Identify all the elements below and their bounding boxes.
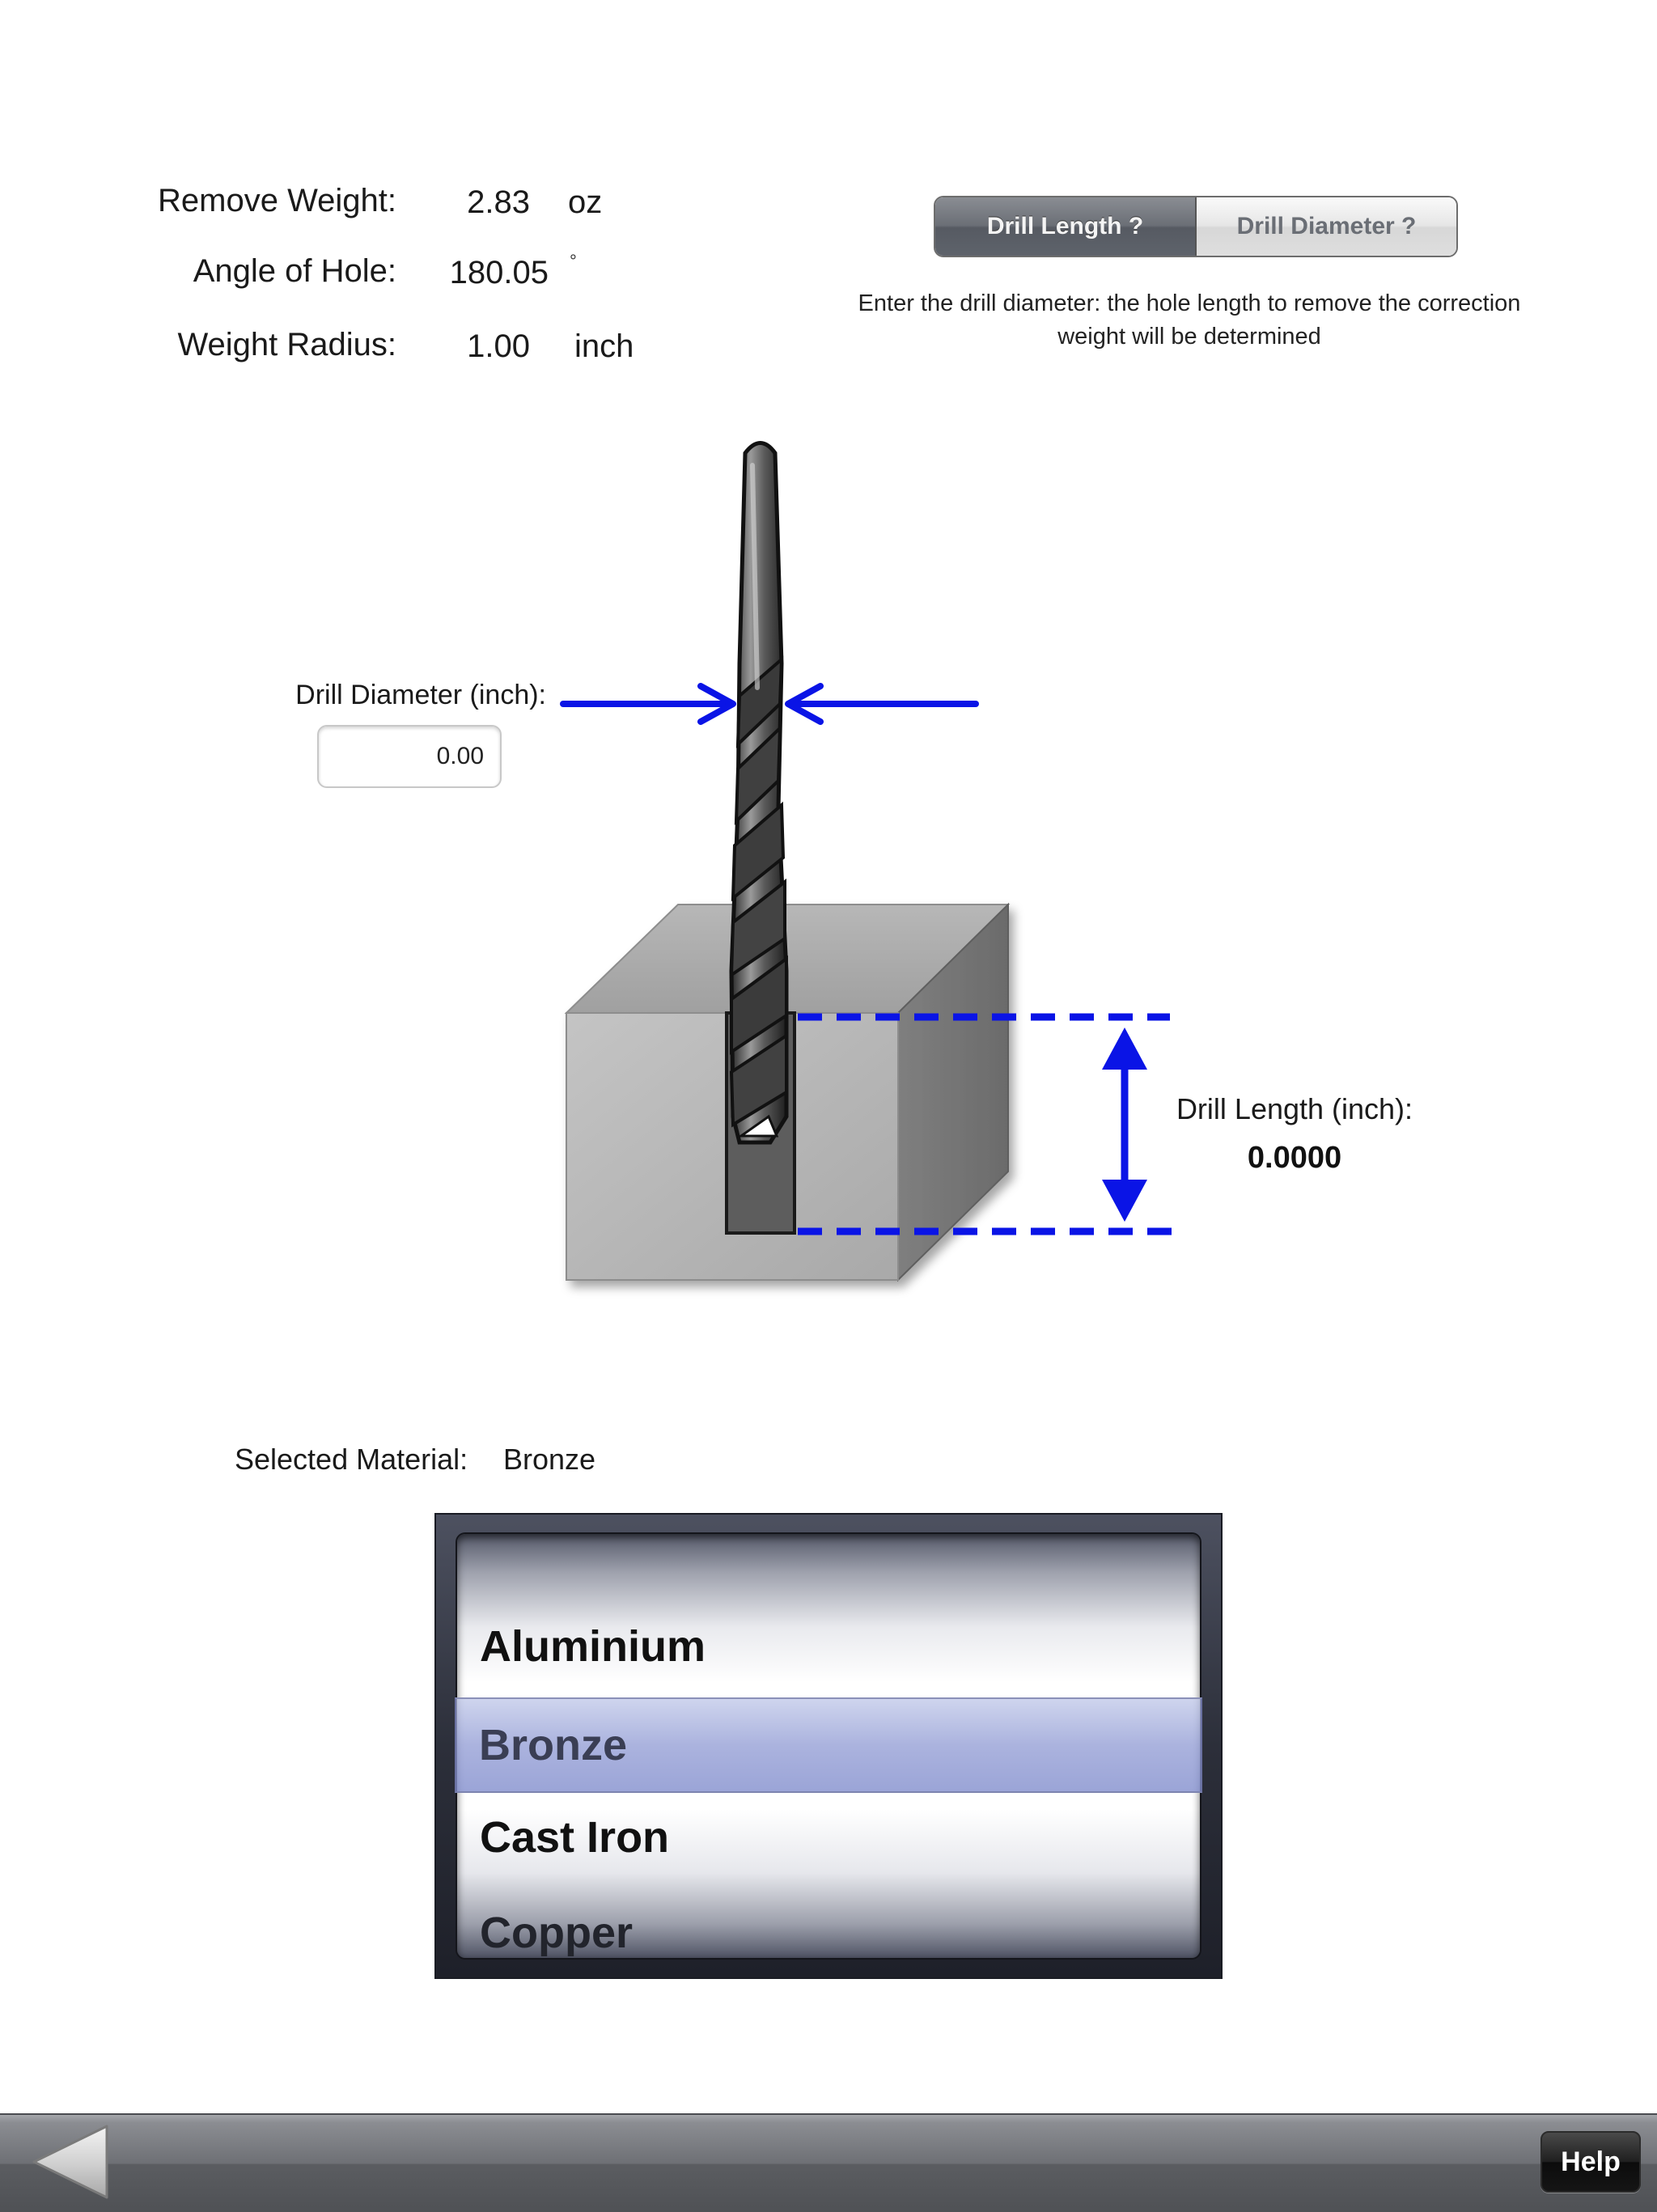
material-block	[566, 905, 1008, 1280]
mode-segmented-control	[934, 196, 1458, 257]
drill-bit-icon	[731, 443, 786, 1143]
drill-diameter-label: Drill Diameter (inch):	[295, 680, 546, 710]
remove-weight-label: Remove Weight:	[158, 183, 396, 218]
back-triangle-icon	[28, 2121, 117, 2202]
instruction-text: Enter the drill diameter: the hole length to remove the correction weight will be determined	[858, 290, 1521, 350]
weight-radius-unit: inch	[574, 328, 634, 364]
picker-item-bronze[interactable]: Bronze	[479, 1721, 628, 1769]
drill-diameter-segment[interactable]: Drill Diameter ?	[1197, 197, 1456, 256]
weight-radius-value: 1.00	[467, 328, 530, 364]
drill-length-segment[interactable]: Drill Length ?	[935, 197, 1197, 256]
picker-item-cast-iron[interactable]: Cast Iron	[480, 1813, 670, 1862]
remove-weight-value: 2.83	[467, 184, 530, 220]
length-dimension	[798, 1017, 1175, 1231]
picker-item-copper[interactable]: Copper	[480, 1909, 633, 1957]
remove-weight-unit: oz	[568, 184, 603, 220]
selected-material-value: Bronze	[503, 1443, 596, 1476]
weight-radius-label: Weight Radius:	[177, 327, 396, 362]
diameter-arrows	[563, 686, 976, 722]
angle-of-hole-value: 180.05	[449, 255, 549, 290]
drill-length-label: Drill Length (inch):	[1176, 1092, 1413, 1125]
angle-of-hole-unit: °	[570, 251, 577, 271]
back-button[interactable]	[28, 2121, 117, 2202]
selected-material-label: Selected Material:	[235, 1443, 468, 1476]
drill-hole	[727, 1013, 795, 1233]
picker-item-aluminium[interactable]: Aluminium	[480, 1622, 706, 1671]
help-button[interactable]: Help	[1540, 2131, 1641, 2193]
drill-length-value: 0.0000	[1247, 1141, 1342, 1175]
angle-of-hole-label: Angle of Hole:	[193, 253, 396, 289]
bottom-toolbar	[0, 2113, 1657, 2212]
drill-diameter-input[interactable]	[317, 725, 502, 788]
